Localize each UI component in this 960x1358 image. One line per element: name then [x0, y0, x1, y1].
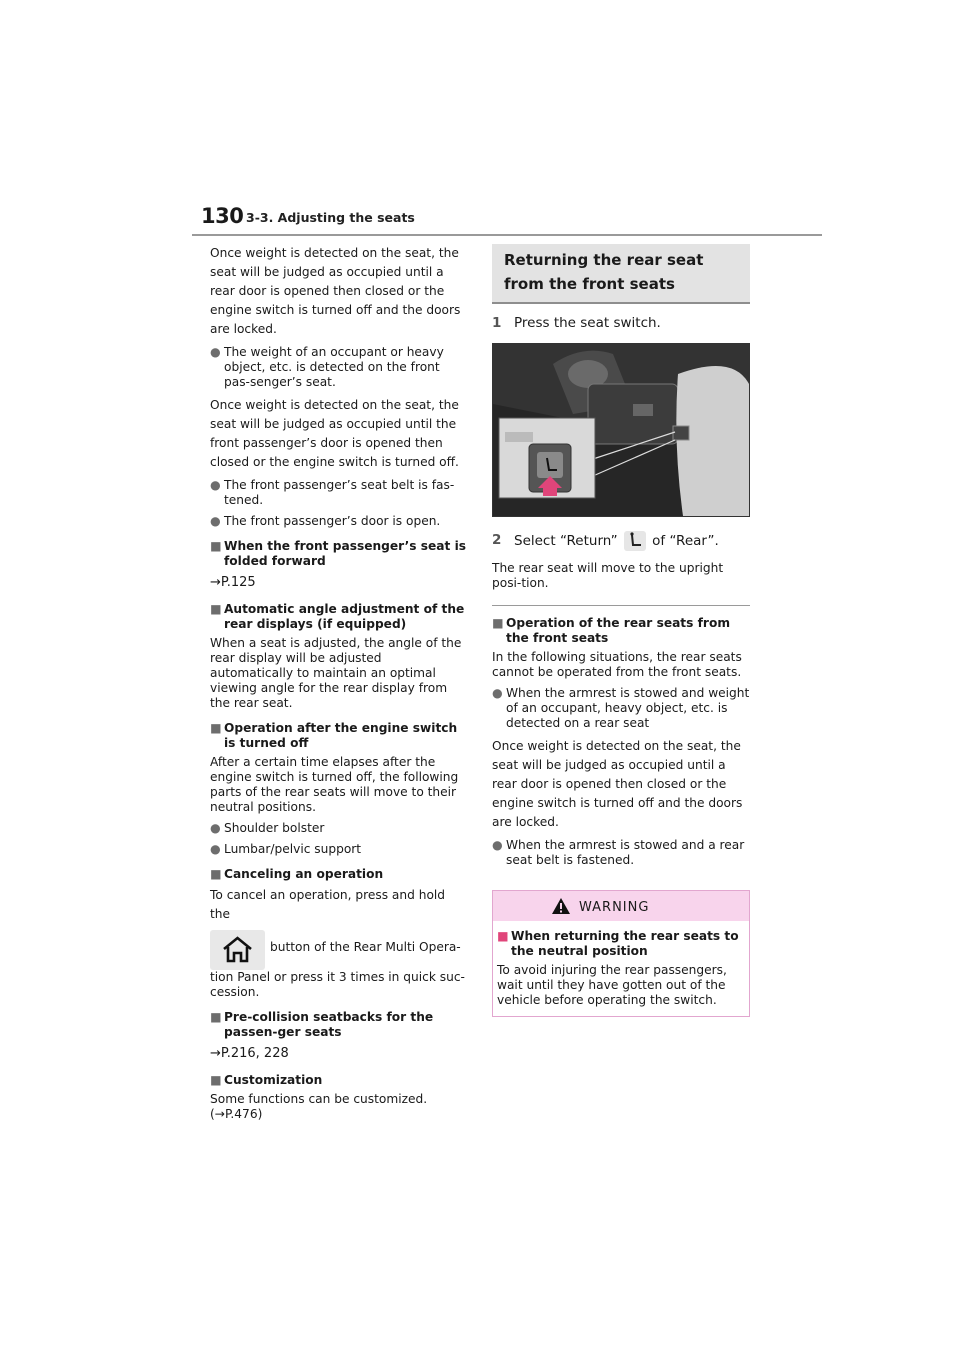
paragraph-continued: button of the Rear Multi Opera- — [270, 940, 461, 954]
reference-text: P.125 — [220, 575, 256, 590]
home-button-row — [210, 930, 468, 970]
note-line: Some functions can be customized. — [210, 1092, 428, 1106]
paragraph: tion Panel or press it 3 times in quick suc-cession. — [210, 970, 465, 999]
bullet-text: When the armrest is stowed and a rear seat belt is fastened. — [506, 838, 745, 867]
right-column — [492, 244, 750, 1017]
subheading — [492, 616, 750, 646]
paragraph: Once weight is detected on the seat, the seat will be judged as occupied until a rear door is opened then closed or the engine switch is turned off and the doors are locked. — [210, 246, 461, 336]
square-icon: ■ — [210, 1073, 222, 1087]
warning-text: To avoid injuring the rear passengers, wait until they have gotten out of the vehicle before operating the switch. — [497, 963, 727, 1007]
bullet-icon: ● — [210, 514, 221, 528]
bullet-item — [492, 686, 750, 731]
bullet-text: Shoulder bolster — [224, 821, 325, 835]
subheading-text: Pre-collision seatbacks for the passen-ger seats — [224, 1010, 434, 1039]
step-1 — [492, 314, 750, 333]
note-text: When a seat is adjusted, the angle of the rear display will be adjusted automatically to maintain an optimal viewing angle for the rear display from the rear seat. — [210, 636, 462, 710]
square-icon: ■ — [497, 929, 509, 943]
note-text: In the following situations, the rear seats cannot be operated from the front seats. — [492, 650, 742, 679]
page-reference[interactable] — [210, 1044, 468, 1063]
bullet-text: Lumbar/pelvic support — [224, 842, 362, 856]
subheading-text: When the front passenger’s seat is folded forward — [224, 539, 467, 568]
section-heading: Returning the rear seat from the front seats — [492, 244, 750, 304]
square-icon: ■ — [210, 1010, 222, 1024]
square-icon: ■ — [210, 867, 222, 881]
arrow-icon: → — [210, 1046, 221, 1061]
warning-box — [492, 890, 750, 1017]
square-icon: ■ — [492, 616, 504, 630]
paragraph: To cancel an operation, press and hold the — [210, 888, 446, 921]
subheading-text: Automatic angle adjustment of the rear displays (if equipped) — [224, 602, 465, 631]
step-number: 1 — [492, 315, 502, 331]
step-text: Select “Return” — [514, 533, 618, 549]
bullet-text: The front passenger’s door is open. — [224, 514, 441, 528]
bullet-icon: ● — [210, 478, 221, 492]
square-icon: ■ — [210, 721, 222, 735]
note-text: After a certain time elapses after the engine switch is turned off, the following parts of the rear seats will move to their neutral positions. — [210, 755, 459, 814]
bullet-icon: ● — [210, 842, 221, 856]
step-2 — [492, 531, 750, 551]
bullet-text: When the armrest is stowed and weight of an occupant, heavy object, etc. is detected on a rear seat — [506, 686, 750, 730]
seat-switch-illustration — [492, 343, 750, 517]
step-text-end: of “Rear”. — [652, 533, 719, 549]
square-icon: ■ — [210, 539, 222, 553]
header-rule — [192, 234, 822, 236]
bullet-text: The weight of an occupant or heavy object, etc. is detected on the front pas-senger’s seat. — [224, 345, 444, 389]
bullet-item — [210, 821, 468, 836]
result-text: The rear seat will move to the upright posi-tion. — [492, 561, 724, 590]
reference-text[interactable]: P.476 — [224, 1107, 258, 1121]
square-icon: ■ — [210, 602, 222, 616]
note-text: Some functions can be customized. (→P.476) — [210, 1092, 428, 1121]
page-number: 130 — [201, 204, 244, 228]
bullet-item — [492, 838, 750, 868]
page-reference[interactable] — [210, 573, 468, 592]
paragraph: Once weight is detected on the seat, the seat will be judged as occupied until a rear door is opened then closed or the engine switch is turned off and the doors are locked. — [492, 739, 743, 829]
step-text: Press the seat switch. — [514, 315, 661, 331]
subheading-text: When returning the rear seats to the neutral position — [511, 929, 739, 958]
subheading-text: Operation of the rear seats from the front seats — [506, 616, 731, 645]
warning-header — [493, 891, 749, 921]
subheading-text: Operation after the engine switch is turned off — [224, 721, 458, 750]
subheading — [210, 721, 468, 751]
left-column — [210, 244, 468, 1122]
home-icon — [210, 930, 265, 970]
arrow-icon: → — [214, 1107, 225, 1121]
warning-title: WARNING — [579, 900, 650, 915]
bullet-icon: ● — [492, 838, 503, 852]
bullet-icon: ● — [492, 686, 503, 700]
bullet-text: The front passenger’s seat belt is fas-tened. — [224, 478, 455, 507]
subheading — [210, 1073, 468, 1088]
bullet-item — [210, 514, 468, 529]
arrow-icon: → — [210, 575, 221, 590]
bullet-item — [210, 842, 468, 857]
step-number: 2 — [492, 532, 502, 548]
subheading — [497, 929, 743, 959]
bullet-item — [210, 345, 468, 390]
warning-triangle-icon — [551, 897, 571, 921]
divider — [492, 605, 750, 606]
warning-body — [493, 921, 749, 1016]
subheading — [210, 1010, 468, 1040]
subheading — [210, 867, 468, 882]
subheading-text: Canceling an operation — [224, 867, 384, 881]
open-paren: ( — [210, 1107, 215, 1121]
reference-text: P.216, 228 — [220, 1046, 289, 1061]
subheading — [210, 602, 468, 632]
bullet-item — [210, 478, 468, 508]
seat-icon — [624, 531, 646, 551]
bullet-icon: ● — [210, 821, 221, 835]
paragraph: Once weight is detected on the seat, the seat will be judged as occupied until the front passenger’s door is opened then closed or the engine switch is turned off. — [210, 398, 459, 469]
subheading — [210, 539, 468, 569]
bullet-icon: ● — [210, 345, 221, 359]
section-title: 3-3. Adjusting the seats — [246, 210, 415, 225]
subheading-text: Customization — [224, 1073, 323, 1087]
